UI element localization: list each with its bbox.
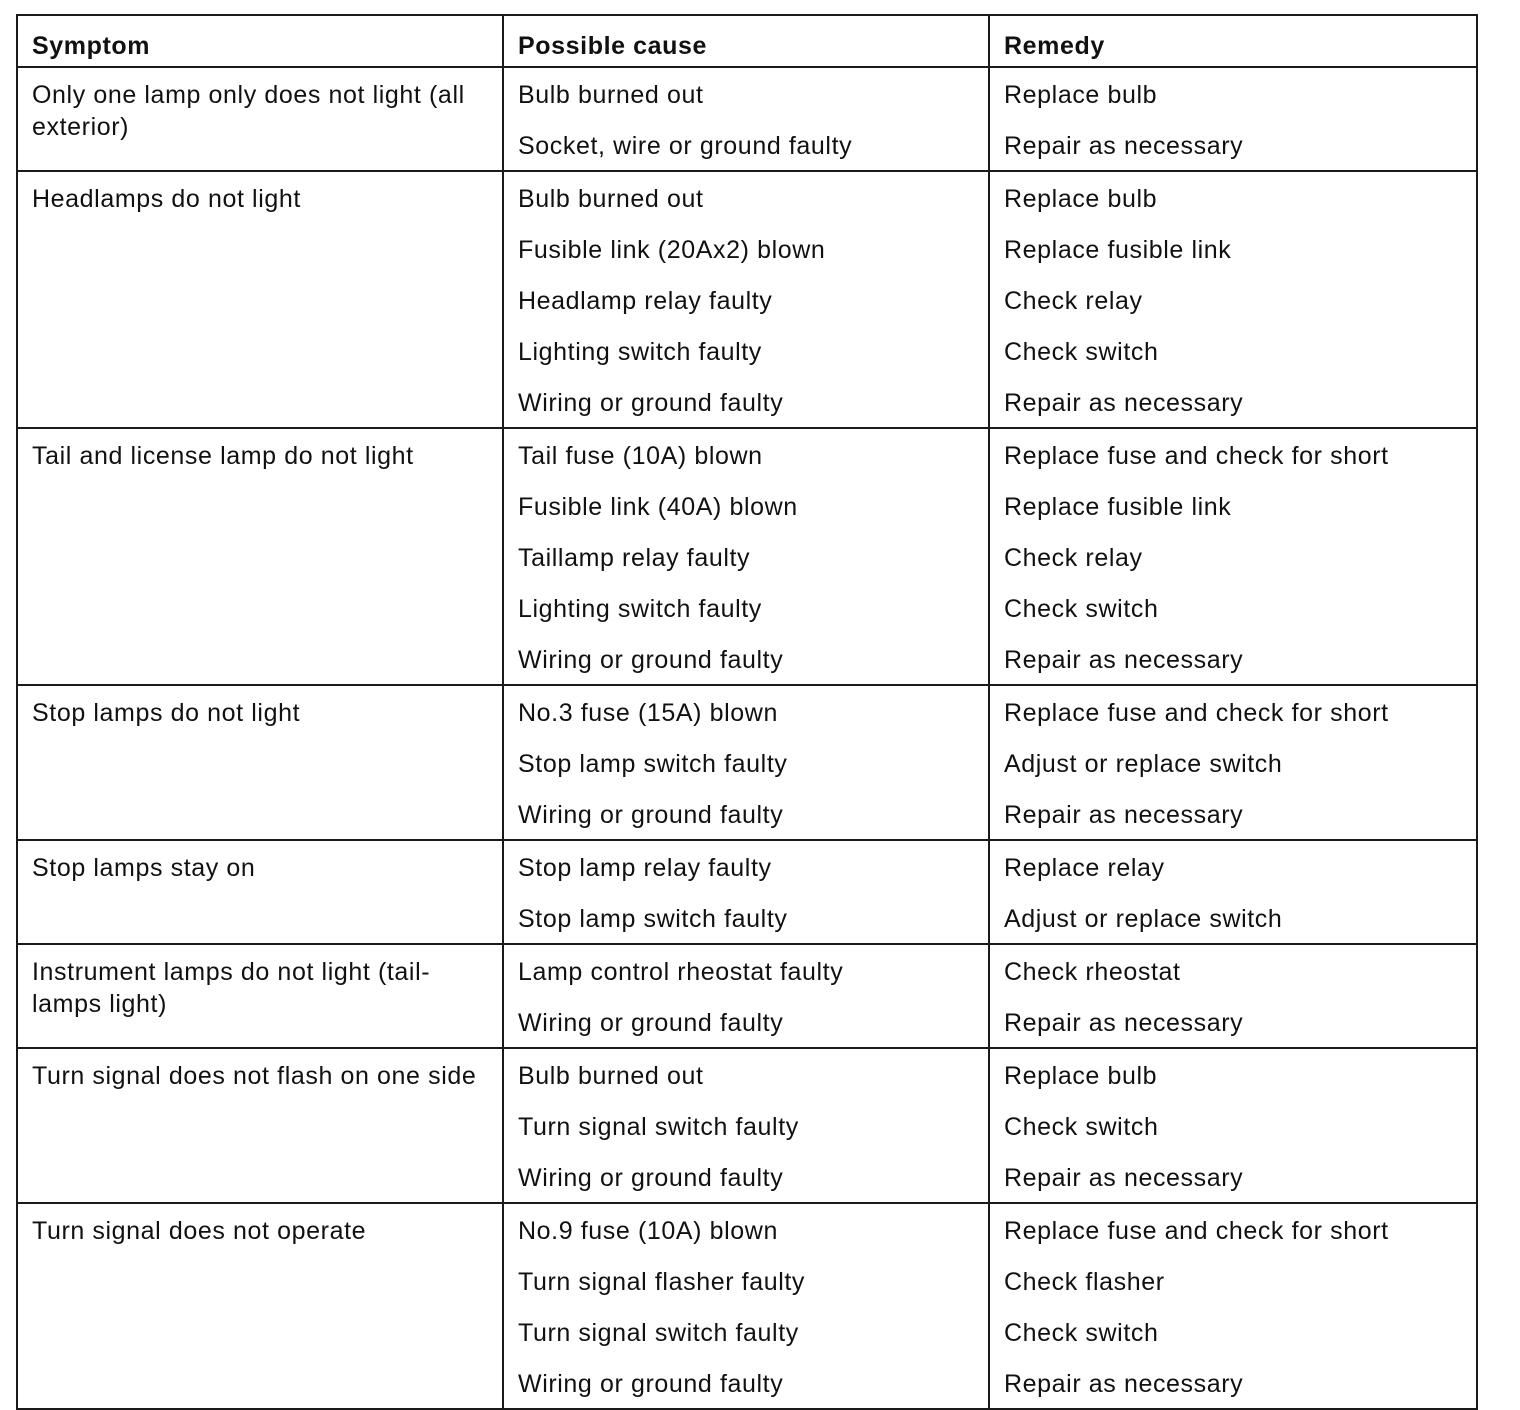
remedy-cell bbox=[989, 171, 1477, 428]
symptom-cell: Stop lamps stay on bbox=[17, 840, 503, 944]
table-header-row bbox=[17, 15, 1477, 67]
remedy-item: Adjust or replace switch bbox=[1004, 750, 1283, 778]
cause-item: Headlamp relay faulty bbox=[518, 287, 773, 315]
remedy-item: Adjust or replace switch bbox=[1004, 905, 1283, 933]
remedy-item: Repair as necessary bbox=[1004, 389, 1244, 417]
symptom-cell: Headlamps do not light bbox=[17, 171, 503, 428]
remedy-item: Check flasher bbox=[1004, 1268, 1165, 1296]
table-row bbox=[17, 67, 1477, 171]
symptom-cell: Instrument lamps do not light (tail-lamps light) bbox=[17, 944, 503, 1048]
symptom-cell: Turn signal does not operate bbox=[17, 1203, 503, 1409]
possible-cause-cell bbox=[503, 685, 989, 840]
cause-item: Turn signal switch faulty bbox=[518, 1113, 799, 1141]
cause-item: Turn signal flasher faulty bbox=[518, 1268, 806, 1296]
remedy-item: Repair as necessary bbox=[1004, 801, 1244, 829]
table-row bbox=[17, 1203, 1477, 1409]
remedy-item: Replace fuse and check for short bbox=[1004, 442, 1389, 470]
remedy-item: Replace bulb bbox=[1004, 1062, 1158, 1090]
header-remedy: Remedy bbox=[989, 15, 1477, 67]
table-row bbox=[17, 428, 1477, 685]
symptom-cell: Only one lamp only does not light (all exterior) bbox=[17, 67, 503, 171]
cause-item: Wiring or ground faulty bbox=[518, 389, 784, 417]
remedy-item: Replace fuse and check for short bbox=[1004, 1217, 1389, 1245]
remedy-item: Replace fusible link bbox=[1004, 236, 1232, 264]
cause-item: No.3 fuse (15A) blown bbox=[518, 699, 778, 727]
table-row bbox=[17, 840, 1477, 944]
possible-cause-cell bbox=[503, 840, 989, 944]
cause-item: Wiring or ground faulty bbox=[518, 1009, 784, 1037]
cause-item: Fusible link (40A) blown bbox=[518, 493, 798, 521]
remedy-item: Check switch bbox=[1004, 338, 1159, 366]
cause-item: Wiring or ground faulty bbox=[518, 1164, 784, 1192]
remedy-cell bbox=[989, 1203, 1477, 1409]
troubleshooting-table-container bbox=[16, 14, 1476, 1410]
remedy-item: Replace fusible link bbox=[1004, 493, 1232, 521]
remedy-cell bbox=[989, 944, 1477, 1048]
cause-item: Stop lamp switch faulty bbox=[518, 750, 788, 778]
remedy-item: Replace relay bbox=[1004, 854, 1165, 882]
remedy-item: Check switch bbox=[1004, 1113, 1159, 1141]
remedy-item: Check rheostat bbox=[1004, 958, 1181, 986]
cause-item: Lighting switch faulty bbox=[518, 595, 762, 623]
remedy-item: Repair as necessary bbox=[1004, 646, 1244, 674]
cause-item: Lighting switch faulty bbox=[518, 338, 762, 366]
cause-item: Wiring or ground faulty bbox=[518, 646, 784, 674]
remedy-cell bbox=[989, 1048, 1477, 1203]
symptom-cell: Turn signal does not flash on one side bbox=[17, 1048, 503, 1203]
remedy-item: Replace fuse and check for short bbox=[1004, 699, 1389, 727]
cause-item: Turn signal switch faulty bbox=[518, 1319, 799, 1347]
remedy-item: Replace bulb bbox=[1004, 185, 1158, 213]
remedy-cell bbox=[989, 685, 1477, 840]
cause-item: Fusible link (20Ax2) blown bbox=[518, 236, 826, 264]
cause-item: Wiring or ground faulty bbox=[518, 801, 784, 829]
remedy-cell bbox=[989, 840, 1477, 944]
possible-cause-cell bbox=[503, 1048, 989, 1203]
header-symptom: Symptom bbox=[17, 15, 503, 67]
cause-item: Stop lamp switch faulty bbox=[518, 905, 788, 933]
table-body bbox=[17, 67, 1477, 1409]
cause-item: Lamp control rheostat faulty bbox=[518, 958, 844, 986]
remedy-item: Repair as necessary bbox=[1004, 132, 1244, 160]
table-row bbox=[17, 171, 1477, 428]
possible-cause-cell bbox=[503, 67, 989, 171]
symptom-cell: Stop lamps do not light bbox=[17, 685, 503, 840]
cause-item: No.9 fuse (10A) blown bbox=[518, 1217, 778, 1245]
possible-cause-cell bbox=[503, 428, 989, 685]
remedy-item: Repair as necessary bbox=[1004, 1370, 1244, 1398]
remedy-item: Check relay bbox=[1004, 287, 1143, 315]
remedy-item: Repair as necessary bbox=[1004, 1009, 1244, 1037]
cause-item: Tail fuse (10A) blown bbox=[518, 442, 763, 470]
cause-item: Stop lamp relay faulty bbox=[518, 854, 772, 882]
cause-item: Wiring or ground faulty bbox=[518, 1370, 784, 1398]
remedy-item: Replace bulb bbox=[1004, 81, 1158, 109]
troubleshooting-table bbox=[16, 14, 1478, 1410]
cause-item: Socket, wire or ground faulty bbox=[518, 132, 853, 160]
header-possible-cause: Possible cause bbox=[503, 15, 989, 67]
cause-item: Bulb burned out bbox=[518, 1062, 704, 1090]
remedy-cell bbox=[989, 428, 1477, 685]
remedy-item: Check switch bbox=[1004, 595, 1159, 623]
remedy-item: Check relay bbox=[1004, 544, 1143, 572]
table-row bbox=[17, 944, 1477, 1048]
remedy-cell bbox=[989, 67, 1477, 171]
cause-item: Taillamp relay faulty bbox=[518, 544, 751, 572]
cause-item: Bulb burned out bbox=[518, 185, 704, 213]
table-row bbox=[17, 1048, 1477, 1203]
symptom-cell: Tail and license lamp do not light bbox=[17, 428, 503, 685]
possible-cause-cell bbox=[503, 171, 989, 428]
remedy-item: Repair as necessary bbox=[1004, 1164, 1244, 1192]
possible-cause-cell bbox=[503, 944, 989, 1048]
possible-cause-cell bbox=[503, 1203, 989, 1409]
remedy-item: Check switch bbox=[1004, 1319, 1159, 1347]
table-row bbox=[17, 685, 1477, 840]
cause-item: Bulb burned out bbox=[518, 81, 704, 109]
